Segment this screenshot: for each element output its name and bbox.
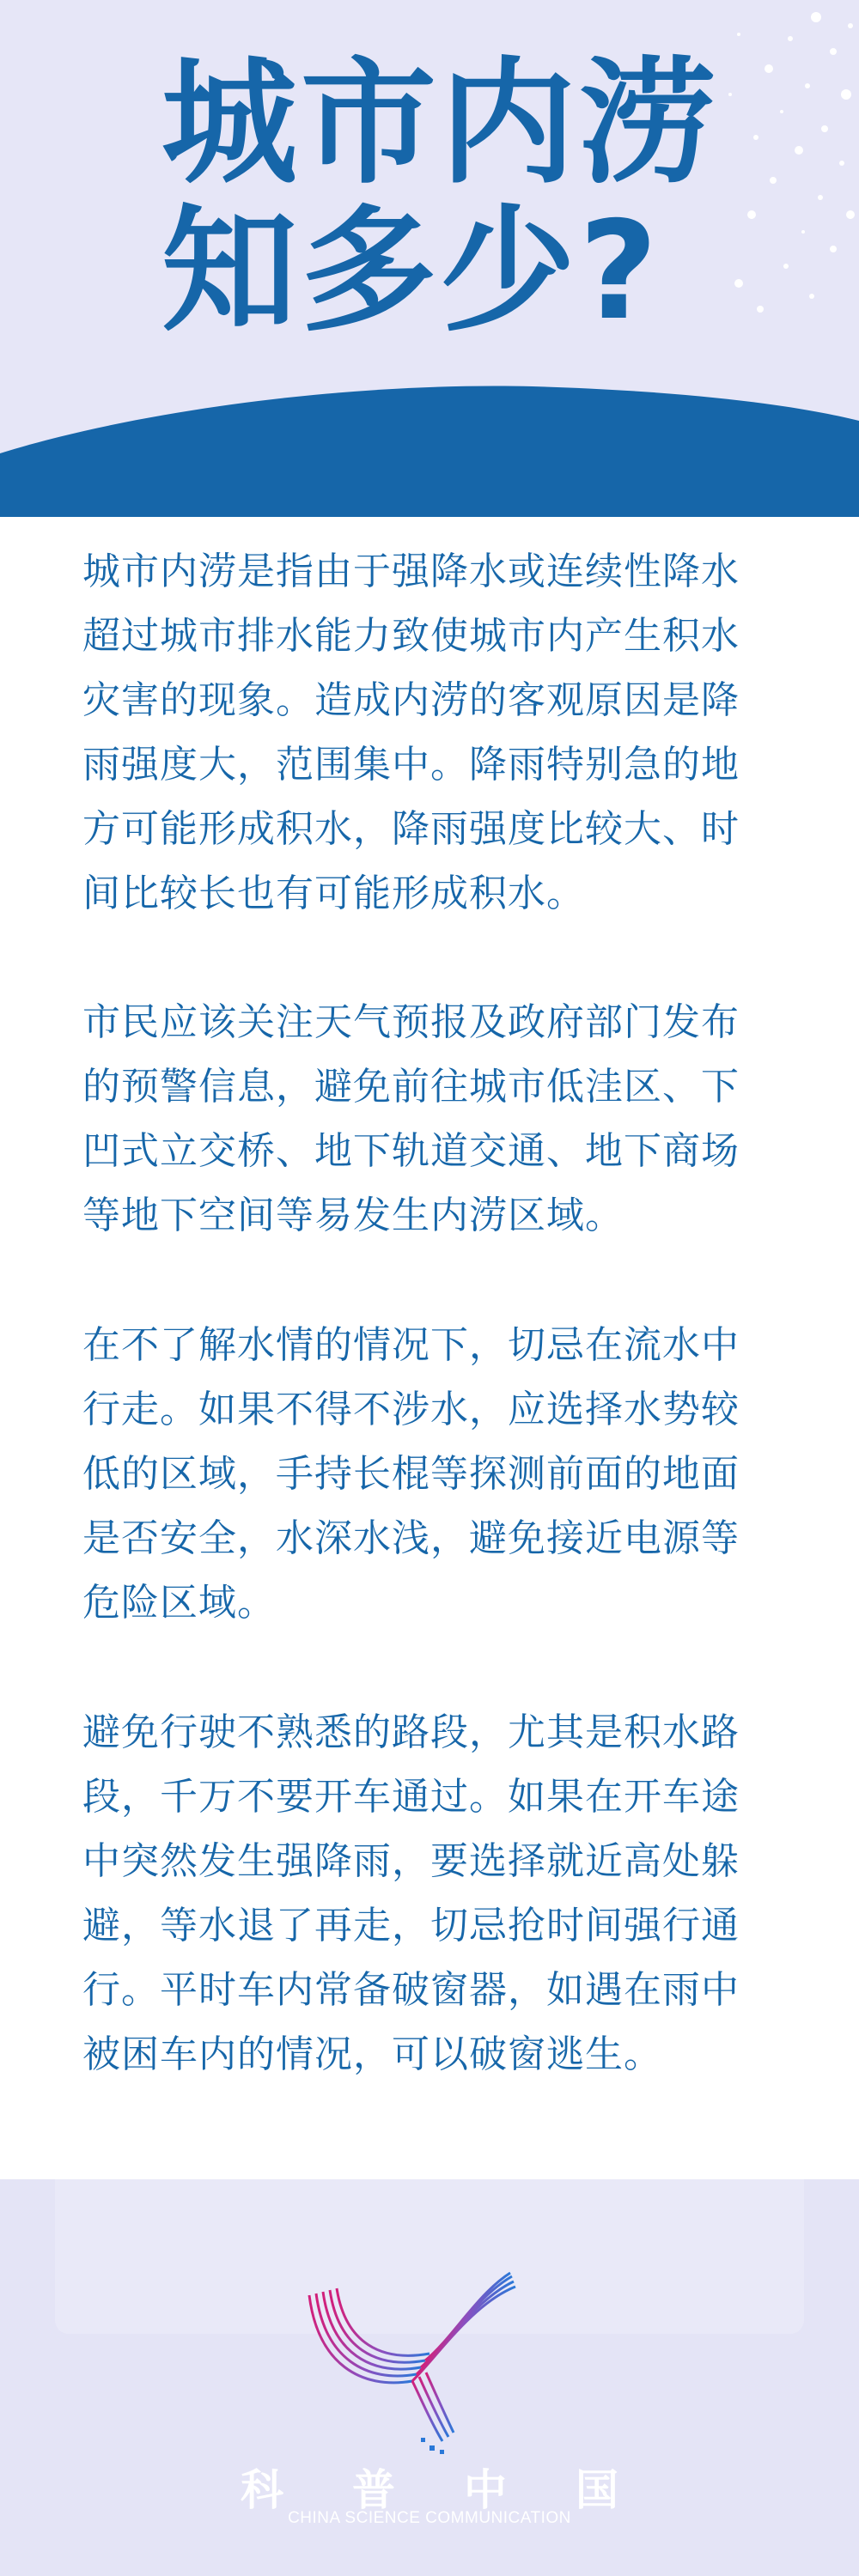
text-line: 行走。如果不得不涉水，应选择水势较 (82, 1388, 740, 1431)
text-line: 市民应该关注天气预报及政府部门发布 (82, 1000, 740, 1044)
paragraph-definition (82, 539, 740, 926)
paragraph-warning (82, 990, 740, 1248)
text-line: 避免行驶不熟悉的路段，尤其是积水路 (82, 1710, 740, 1754)
text-line: 是否安全，水深水浅，避免接近电源等 (82, 1516, 740, 1560)
text-line: 避，等水退了再走，切忌抢时间强行通 (82, 1904, 740, 1947)
footer (0, 2179, 859, 2576)
text-line: 间比较长也有可能形成积水。 (82, 872, 585, 915)
logo-char: 普 (352, 2465, 395, 2515)
text-line: 等地下空间等易发生内涝区域。 (82, 1194, 624, 1237)
text-line: 的预警信息，避免前往城市低洼区、下 (82, 1065, 740, 1109)
title-line-2: 知多少? (161, 192, 661, 350)
title-line-1: 城市内涝 (161, 45, 718, 203)
paragraph-driving (82, 1700, 740, 2087)
text-line: 凹式立交桥、地下轨道交通、地下商场 (82, 1129, 740, 1173)
text-line: 雨强度大，范围集中。降雨特别急的地 (82, 743, 740, 787)
paragraph-walking (82, 1313, 740, 1635)
text-line: 超过城市排水能力致使城市内产生积水 (82, 614, 740, 658)
text-line: 中突然发生强降雨，要选择就近高处躲 (82, 1839, 740, 1883)
logo-char: 国 (576, 2465, 618, 2515)
text-line: 低的区域，手持长棍等探测前面的地面 (82, 1452, 740, 1496)
text-line: 方可能形成积水，降雨强度比较大、时 (82, 807, 740, 851)
logo-char: 科 (241, 2465, 283, 2515)
text-line: 段，千万不要开车通过。如果在开车途 (82, 1775, 740, 1819)
text-line: 城市内涝是指由于强降水或连续性降水 (82, 550, 740, 593)
text-line: 行。平时车内常备破窗器，如遇在雨中 (82, 1968, 740, 2012)
text-line: 危险区域。 (82, 1581, 276, 1625)
header-wave (0, 0, 859, 517)
china-science-logo-icon (292, 2269, 567, 2458)
text-line: 在不了解水情的情况下，切忌在流水中 (82, 1323, 740, 1367)
logo-english-text: CHINA SCIENCE COMMUNICATION (288, 2509, 571, 2527)
header-banner (0, 0, 859, 517)
text-line: 灾害的现象。造成内涝的客观原因是降 (82, 678, 740, 722)
logo-char: 中 (464, 2465, 507, 2515)
text-line: 被困车内的情况，可以破窗逃生。 (82, 2032, 662, 2076)
